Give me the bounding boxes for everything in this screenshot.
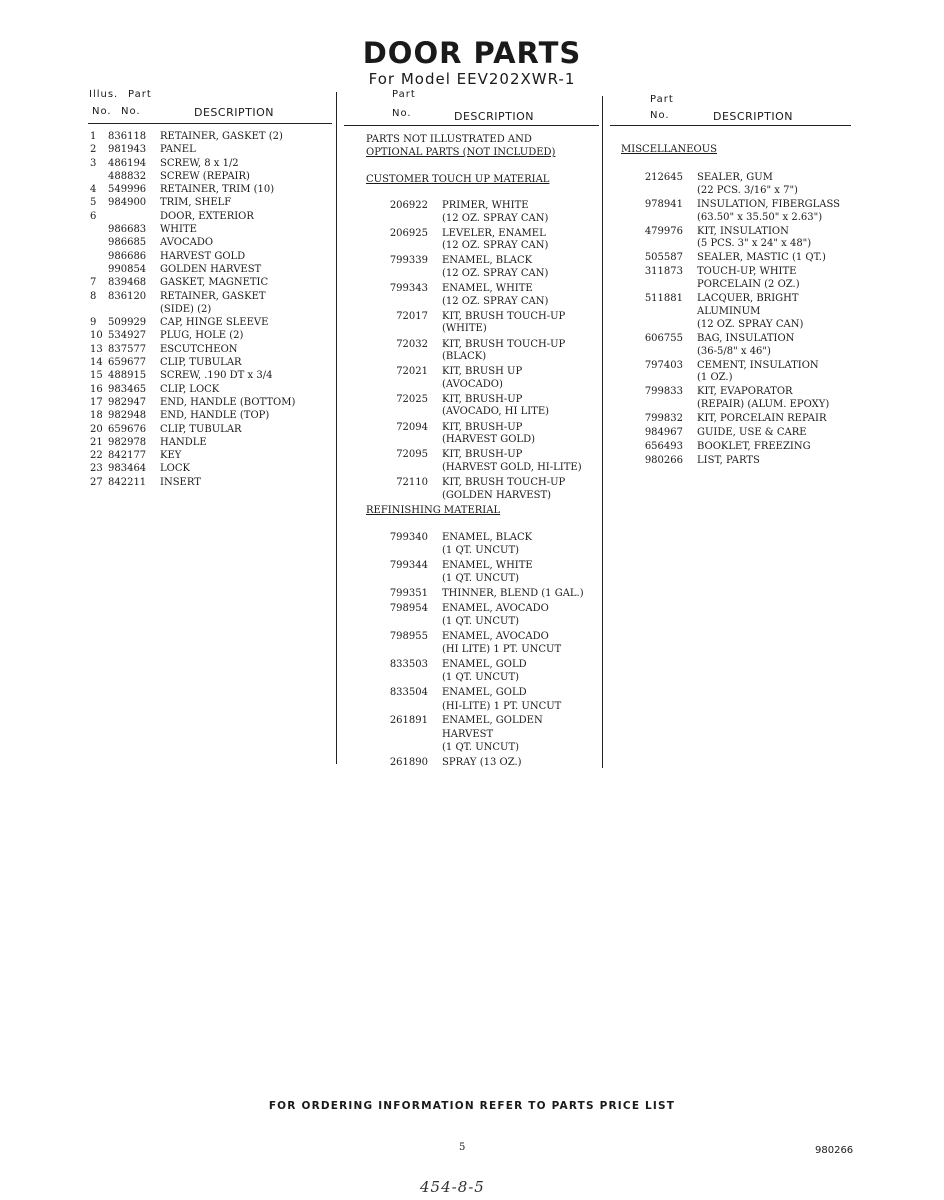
part-description: ESCUTCHEON: [160, 343, 238, 355]
part-number: 72021: [396, 366, 428, 378]
part-description: (HARVEST GOLD): [442, 434, 535, 446]
col1-header-rule: [88, 123, 332, 124]
parts-row: [90, 157, 335, 170]
illus-number: 7: [90, 277, 97, 289]
part-description: PLUG, HOLE (2): [160, 330, 244, 342]
part-description: SPRAY (13 OZ.): [442, 756, 522, 768]
illus-number: 16: [90, 383, 103, 395]
col2-no-header: No.: [392, 108, 412, 119]
part-description: CAP, HINGE SLEEVE: [160, 317, 269, 329]
part-number: 984900: [108, 197, 147, 209]
part-number: 833503: [389, 659, 428, 671]
part-description: (BLACK): [442, 351, 487, 363]
parts-row: [90, 210, 335, 223]
part-description: (22 PCS. 3/16" x 7"): [697, 184, 798, 196]
part-description: ALUMINUM: [697, 305, 761, 317]
illus-number: [90, 263, 108, 276]
part-number: 72110: [396, 477, 428, 488]
part-description: PANEL: [160, 144, 196, 156]
parts-row: [90, 276, 335, 289]
part-description: (WHITE): [442, 323, 487, 335]
col2-description-header: DESCRIPTION: [454, 110, 534, 123]
part-number: [108, 210, 160, 223]
col1-parts-list: [90, 130, 335, 489]
part-description: LIST, PARTS: [697, 454, 760, 466]
column-divider-left: [336, 92, 337, 764]
part-description: (12 OZ. SPRAY CAN): [697, 318, 804, 330]
customer-touch-up-heading: CUSTOMER TOUCH UP MATERIAL: [366, 174, 550, 185]
illus-number: [90, 303, 108, 316]
illus-number: 14: [90, 357, 103, 369]
illus-number: 8: [90, 290, 97, 302]
part-number: 72095: [396, 449, 428, 461]
part-number: 486194: [108, 157, 147, 169]
part-number: 833504: [389, 687, 428, 699]
illus-number: 17: [90, 396, 103, 408]
part-description: BAG, INSULATION: [697, 332, 795, 344]
part-description: KIT, BRUSH-UP: [442, 449, 523, 461]
illus-number: 4: [90, 184, 97, 196]
part-number: 72094: [396, 421, 428, 433]
part-number: 488832: [108, 170, 147, 182]
part-description: GUIDE, USE & CARE: [697, 427, 807, 439]
part-number: 72032: [396, 338, 428, 350]
parts-row: [90, 143, 335, 156]
part-description: KIT, INSULATION: [697, 225, 789, 237]
col1-description-header: DESCRIPTION: [194, 106, 274, 119]
parts-row: [90, 329, 335, 342]
part-description: THINNER, BLEND (1 GAL.): [442, 588, 584, 600]
part-number: 798955: [389, 631, 428, 643]
illus-number: 22: [90, 450, 103, 462]
part-number: 212645: [644, 172, 683, 183]
column-divider-right: [602, 96, 603, 768]
parts-row: [90, 343, 335, 356]
part-description: KIT, BRUSH TOUCH-UP: [442, 477, 566, 488]
miscellaneous-heading: MISCELLANEOUS: [621, 144, 718, 155]
part-number: 656493: [644, 441, 683, 452]
part-number: 982948: [108, 410, 147, 422]
page-title: DOOR PARTS: [362, 36, 582, 70]
part-number: 505587: [644, 252, 683, 264]
part-number: 842177: [108, 450, 147, 462]
part-description: RETAINER, GASKET (2): [160, 131, 283, 142]
part-number: 511881: [644, 293, 683, 305]
part-description: ENAMEL, WHITE: [442, 560, 533, 572]
part-description: (36-5/8" x 46"): [697, 345, 771, 357]
part-number: 509929: [108, 317, 147, 329]
part-description: CLIP, TUBULAR: [160, 423, 242, 435]
part-number: 836118: [108, 131, 147, 142]
ordering-info: FOR ORDERING INFORMATION REFER TO PARTS PRICE LIST: [268, 1100, 676, 1112]
col1-illus-header: Illus.: [89, 89, 119, 100]
part-number: 981943: [108, 144, 147, 156]
part-description: ENAMEL, WHITE: [442, 283, 533, 295]
part-description: PRIMER, WHITE: [442, 200, 529, 211]
parts-row: [90, 236, 335, 249]
part-number: 984967: [644, 427, 683, 439]
page-number: 5: [459, 1142, 466, 1153]
parts-row: [90, 423, 335, 436]
col2-part-header: Part: [392, 89, 416, 100]
part-description: SCREW, .190 DT x 3/4: [160, 370, 273, 382]
parts-row: [90, 356, 335, 369]
illus-number: 6: [90, 210, 97, 222]
col3-part-header: Part: [650, 94, 674, 105]
part-description: AVOCADO: [160, 237, 214, 249]
part-description: ENAMEL, BLACK: [442, 255, 533, 267]
parts-row: [90, 290, 335, 303]
illus-number: [90, 236, 108, 249]
illus-number: 21: [90, 436, 103, 448]
illus-number: [90, 250, 108, 263]
part-number: 659677: [108, 357, 147, 369]
part-description: (12 OZ. SPRAY CAN): [442, 240, 549, 252]
parts-row: [90, 130, 335, 143]
part-description: (12 OZ. SPRAY CAN): [442, 295, 549, 307]
part-number: 978941: [644, 198, 683, 210]
part-number: 980266: [644, 454, 683, 466]
parts-row: [90, 263, 335, 276]
part-number: 206925: [389, 227, 428, 239]
part-number: 479976: [644, 225, 683, 237]
part-description: TRIM, SHELF: [160, 197, 232, 209]
parts-row: [90, 462, 335, 475]
refinishing-heading: REFINISHING MATERIAL: [366, 505, 501, 516]
part-description: WHITE: [160, 224, 197, 236]
part-description: DOOR, EXTERIOR: [160, 210, 254, 222]
illus-number: 2: [90, 144, 97, 156]
part-description: (1 QT. UNCUT): [442, 616, 520, 628]
part-number: 799344: [389, 560, 428, 572]
col1-part-header: Part: [128, 89, 152, 100]
part-description: CEMENT, INSULATION: [697, 359, 819, 371]
part-number: 799351: [389, 588, 428, 600]
part-description: (1 QT. UNCUT): [442, 672, 520, 684]
parts-row: [90, 436, 335, 449]
part-description: INSERT: [160, 476, 201, 488]
part-description: ENAMEL, BLACK: [442, 532, 533, 543]
part-description: KIT, EVAPORATOR: [697, 386, 793, 398]
part-description: KEY: [160, 450, 182, 462]
part-number: 549996: [108, 184, 147, 196]
part-number: 261891: [389, 715, 428, 727]
part-number: 798954: [389, 603, 428, 614]
parts-row: [90, 409, 335, 422]
part-description: (HI LITE) 1 PT. UNCUT: [442, 644, 562, 656]
part-description: RETAINER, TRIM (10): [160, 184, 275, 196]
part-description: INSULATION, FIBERGLASS: [697, 198, 841, 210]
part-number: 534927: [108, 330, 147, 342]
part-description: ENAMEL, AVOCADO: [442, 631, 549, 643]
part-description: SCREW (REPAIR): [160, 170, 250, 182]
part-number: 799339: [389, 255, 428, 267]
part-description: (HI-LITE) 1 PT. UNCUT: [442, 700, 562, 712]
part-description: END, HANDLE (BOTTOM): [160, 396, 296, 408]
part-description: LEVELER, ENAMEL: [442, 227, 546, 239]
part-description: LACQUER, BRIGHT: [697, 293, 799, 305]
part-number: 983464: [108, 463, 147, 475]
document-number: 980266: [815, 1145, 854, 1156]
part-number: 986685: [108, 237, 147, 249]
part-number: 836120: [108, 290, 147, 302]
part-description: HARVEST GOLD: [160, 250, 246, 262]
part-number: 797403: [644, 359, 683, 371]
part-number: 983465: [108, 383, 147, 395]
part-description: LOCK: [160, 463, 190, 475]
part-number: 311873: [644, 266, 683, 278]
part-number: 799343: [389, 283, 428, 295]
part-description: (1 QT. UNCUT): [442, 573, 520, 585]
part-number: 986683: [108, 224, 147, 236]
part-number: 837577: [108, 343, 147, 355]
part-description: (REPAIR) (ALUM. EPOXY): [697, 399, 830, 411]
part-number: 799832: [644, 413, 683, 425]
illus-number: 27: [90, 476, 103, 488]
part-description: HANDLE: [160, 436, 207, 448]
part-number: 72025: [396, 393, 428, 405]
parts-row: [90, 250, 335, 263]
col1-no-header-illus: No.: [92, 106, 112, 117]
part-description: (12 OZ. SPRAY CAN): [442, 267, 549, 279]
parts-row: [90, 223, 335, 236]
part-description: (1 OZ.): [697, 372, 733, 384]
illus-number: 18: [90, 410, 103, 422]
part-description: ENAMEL, GOLD: [442, 659, 527, 671]
part-description: GOLDEN HARVEST: [160, 263, 262, 275]
part-number: 982947: [108, 396, 147, 408]
parts-row: [90, 383, 335, 396]
part-description: CLIP, LOCK: [160, 383, 220, 395]
part-description: END, HANDLE (TOP): [160, 410, 270, 422]
part-number: 799833: [644, 386, 683, 398]
col1-no-header-part: No.: [121, 106, 141, 117]
illus-number: 10: [90, 330, 103, 342]
parts-row: [90, 369, 335, 382]
part-number: 606755: [644, 332, 683, 344]
model-subtitle: For Model EEV202XWR-1: [368, 70, 576, 88]
illus-number: 23: [90, 463, 103, 475]
illus-number: 9: [90, 317, 97, 329]
part-description: (12 OZ. SPRAY CAN): [442, 212, 549, 224]
part-description: (SIDE) (2): [160, 303, 212, 315]
col2-header-rule: [344, 125, 599, 126]
part-description: HARVEST: [442, 728, 494, 740]
part-number: 261890: [389, 756, 428, 768]
parts-row: [90, 170, 335, 183]
part-description: ENAMEL, AVOCADO: [442, 603, 549, 614]
part-number: 799340: [389, 532, 428, 543]
part-description: (63.50" x 35.50" x 2.63"): [697, 211, 823, 223]
part-description: (AVOCADO, HI LITE): [442, 406, 550, 418]
part-description: PORCELAIN (2 OZ.): [697, 279, 800, 291]
parts-row: [90, 196, 335, 209]
part-description: SCREW, 8 x 1/2: [160, 157, 239, 169]
part-description: KIT, BRUSH TOUCH-UP: [442, 310, 566, 322]
part-number: 488915: [108, 370, 147, 382]
part-number: [108, 303, 160, 316]
col3-header-rule: [610, 125, 851, 126]
parts-row: [90, 316, 335, 329]
part-number: 659676: [108, 423, 147, 435]
illus-number: 1: [90, 131, 97, 142]
parts-row: [90, 303, 335, 316]
illus-number: [90, 223, 108, 236]
parts-row: [90, 476, 335, 489]
col2-intro-line2: OPTIONAL PARTS (NOT INCLUDED): [366, 147, 556, 158]
illus-number: 5: [90, 197, 97, 209]
part-description: (GOLDEN HARVEST): [442, 489, 552, 501]
illus-number: 15: [90, 370, 103, 382]
part-number: 990854: [108, 263, 147, 275]
part-description: CLIP, TUBULAR: [160, 357, 242, 369]
part-number: 839468: [108, 277, 147, 289]
part-description: SEALER, GUM: [697, 172, 773, 183]
part-description: SEALER, MASTIC (1 QT.): [697, 252, 826, 264]
parts-row: [90, 396, 335, 409]
part-description: RETAINER, GASKET: [160, 290, 266, 302]
part-description: ENAMEL, GOLDEN: [442, 715, 543, 727]
part-description: KIT, BRUSH UP: [442, 366, 523, 378]
illus-number: 3: [90, 157, 97, 169]
col3-no-header: No.: [650, 110, 670, 121]
part-description: GASKET, MAGNETIC: [160, 277, 269, 289]
illus-number: 13: [90, 343, 103, 355]
part-description: (1 QT. UNCUT): [442, 545, 520, 557]
illus-number: 20: [90, 423, 103, 435]
illus-number: [90, 170, 108, 183]
part-description: KIT, BRUSH TOUCH-UP: [442, 338, 566, 350]
handwritten-note: 454-8-5: [420, 1178, 485, 1196]
part-description: (HARVEST GOLD, HI-LITE): [442, 461, 582, 473]
part-number: 842211: [108, 476, 147, 488]
part-description: KIT, PORCELAIN REPAIR: [697, 413, 827, 425]
col3-description-header: DESCRIPTION: [713, 110, 793, 123]
part-description: (1 QT. UNCUT): [442, 741, 520, 753]
parts-row: [90, 449, 335, 462]
part-description: KIT, BRUSH-UP: [442, 421, 523, 433]
part-description: ENAMEL, GOLD: [442, 687, 527, 699]
part-description: (5 PCS. 3" x 24" x 48"): [697, 238, 812, 250]
part-description: TOUCH-UP, WHITE: [697, 266, 797, 278]
part-number: 986686: [108, 250, 147, 262]
part-description: (AVOCADO): [442, 378, 503, 390]
part-number: 206922: [389, 200, 428, 211]
part-description: KIT, BRUSH-UP: [442, 393, 523, 405]
part-number: 982978: [108, 436, 147, 448]
part-description: BOOKLET, FREEZING: [697, 441, 811, 452]
part-number: 72017: [396, 310, 428, 322]
parts-row: [90, 183, 335, 196]
